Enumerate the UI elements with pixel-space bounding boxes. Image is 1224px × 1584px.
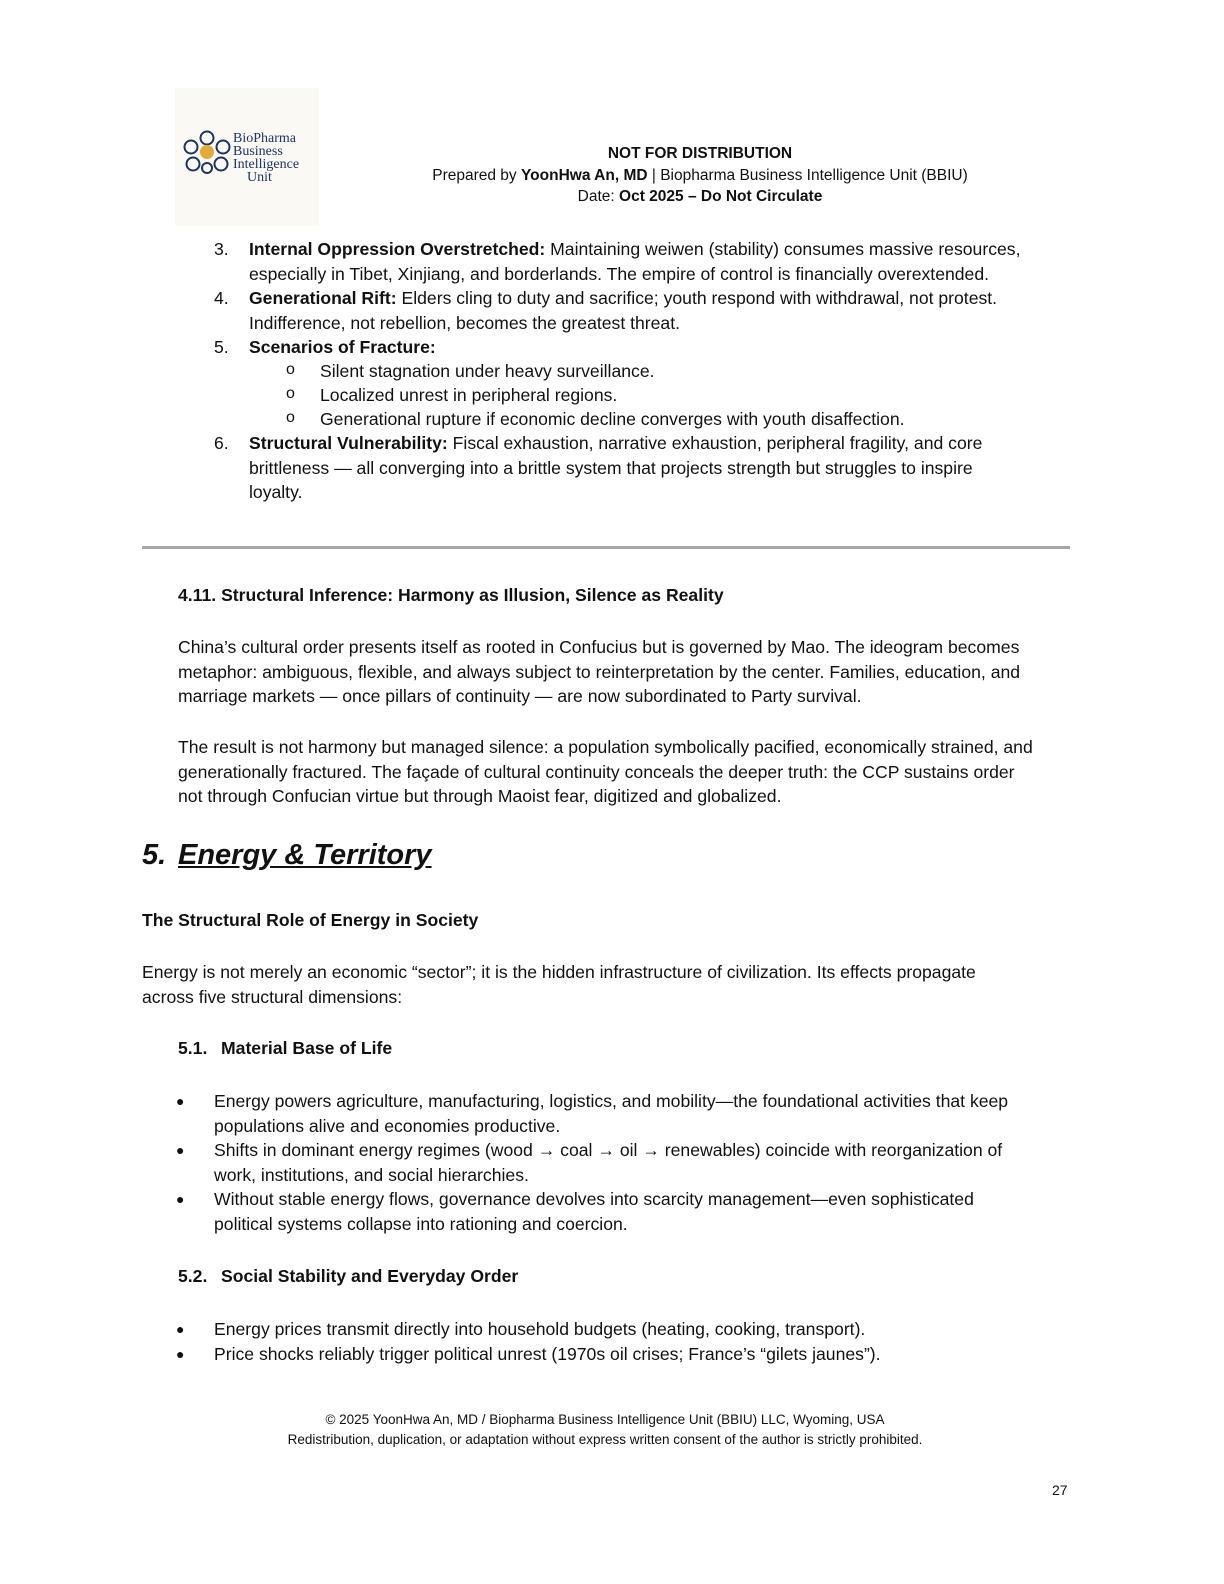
section-heading-5-1: 5.1. Material Base of Life <box>178 1038 393 1058</box>
bullet-marker: ● <box>176 1191 185 1207</box>
copyright-line: © 2025 YoonHwa An, MD / Biopharma Business Intelligence Unit (BBIU) LLC, Wyoming, USA <box>325 1412 885 1427</box>
sub-bullet-text: Silent stagnation under heavy surveillance. <box>320 361 655 381</box>
prepared-by-line: Prepared by YoonHwa An, MD | Biopharma Business Intelligence Unit (BBIU) <box>432 166 968 184</box>
list-item-internal-oppression: Internal Oppression Overstretched: Maintaining weiwen (stability) consumes massive resources, especially in Tibet, Xinjiang, and borderlands. The empire of control is financially overextended. <box>249 239 1021 284</box>
redistribution-notice: Redistribution, duplication, or adaptation without express written consent of the author is strictly prohibited. <box>287 1431 923 1447</box>
bullet-stable-energy-flows: Without stable energy flows, governance devolves into scarcity management—even sophisticated political systems collapse into rationing and coercion. <box>214 1189 974 1234</box>
distribution-notice: NOT FOR DISTRIBUTION <box>607 145 793 162</box>
bullet-price-shocks: Price shocks reliably trigger political unrest (1970s oil crises; France’s “gilets jaunes”). <box>214 1344 881 1364</box>
molecule-logo-icon <box>181 130 233 176</box>
sub-bullet-marker: o <box>286 361 295 378</box>
bullet-energy-regimes: Shifts in dominant energy regimes (wood → coal → oil → renewables) coincide with reorganization of work, institutions, and social hierarchies. <box>214 1140 1003 1185</box>
sub-bullet-marker: o <box>286 409 295 426</box>
date-line: Date: Oct 2025 – Do Not Circulate <box>577 188 823 205</box>
sub-bullet-marker: o <box>286 385 295 402</box>
section-heading-4-11: 4.11. Structural Inference: Harmony as Illusion, Silence as Reality <box>178 585 724 605</box>
section-heading-5: 5. Energy & Territory <box>142 839 432 871</box>
bullet-marker: ● <box>176 1346 185 1362</box>
list-item-structural-vulnerability: Structural Vulnerability: Fiscal exhaustion, narrative exhaustion, peripheral fragility, and core brittleness — all converging into a brittle system that projects strength but struggles to inspire loyalty. <box>249 433 983 502</box>
bullet-marker: ● <box>176 1142 185 1158</box>
bullet-energy-powers: Energy powers agriculture, manufacturing, logistics, and mobility—the foundational activities that keep populations alive and economies productive. <box>214 1091 1009 1136</box>
page-footer <box>0 1410 1210 1449</box>
bullet-marker: ● <box>176 1093 185 1109</box>
company-logo <box>175 88 319 226</box>
list-item-generational-rift: Generational Rift: Elders cling to duty and sacrifice; youth respond with withdrawal, not protest. Indifference, not rebellion, becomes the greatest threat. <box>249 288 998 333</box>
list-item-scenarios-of-fracture: Scenarios of Fracture: <box>249 337 436 357</box>
sub-bullet-text: Localized unrest in peripheral regions. <box>320 385 618 405</box>
subheading-structural-role: The Structural Role of Energy in Society <box>142 910 479 930</box>
logo-text: BioPharma Business Intelligence Unit <box>233 131 300 185</box>
document-header <box>380 143 1020 208</box>
sub-bullet-text: Generational rupture if economic decline converges with youth disaffection. <box>320 409 905 429</box>
paragraph-cultural-order: China’s cultural order presents itself as rooted in Confucius but is governed by Mao. The ideogram becomes metaphor: ambiguous, flexible, and always subject to reinterpretation by the center. Families, education, and marriage markets — once pillars of continuity — are now subordinated to Party survival. <box>178 637 1021 706</box>
paragraph-energy-intro: Energy is not merely an economic “sector”; it is the hidden infrastructure of civilization. Its effects propagate across five structural dimensions: <box>142 962 976 1007</box>
bullet-marker: ● <box>176 1321 185 1337</box>
bullet-energy-prices: Energy prices transmit directly into household budgets (heating, cooking, transport). <box>214 1319 866 1339</box>
horizontal-divider <box>142 546 1070 549</box>
section-heading-5-2: 5.2. Social Stability and Everyday Order <box>178 1266 519 1286</box>
list-number: 6. <box>214 433 229 453</box>
list-number: 4. <box>214 288 229 308</box>
list-number: 3. <box>214 239 229 259</box>
paragraph-managed-silence: The result is not harmony but managed silence: a population symbolically pacified, economically strained, and generationally fractured. The façade of cultural continuity conceals the deeper truth: the CCP sustains order not through Confucian virtue but through Maoist fear, digitized and globalized. <box>178 737 1033 806</box>
page-number: 27 <box>1052 1482 1068 1498</box>
list-number: 5. <box>214 337 229 357</box>
